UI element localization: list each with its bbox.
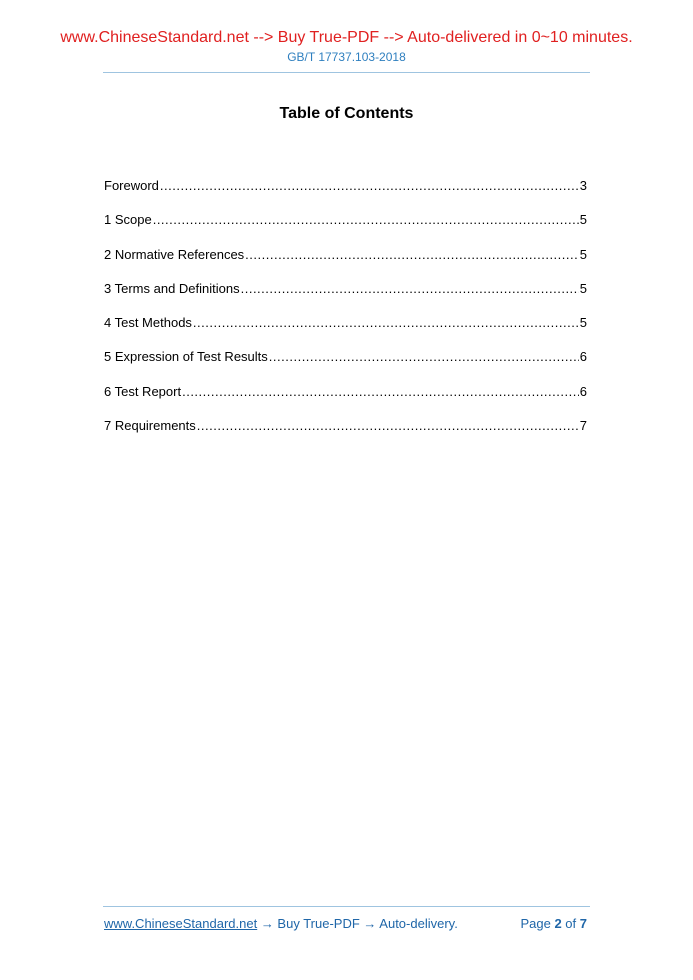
toc-entry-label: 3 Terms and Definitions xyxy=(104,280,240,296)
toc-entry-label: 2 Normative References xyxy=(104,246,245,262)
document-id: GB/T 17737.103-2018 xyxy=(287,50,406,64)
page-footer xyxy=(104,916,587,932)
toc-entry-label: 1 Scope xyxy=(104,212,152,228)
footer-promo-text: → Buy True-PDF → Auto-delivery. xyxy=(257,916,458,931)
dot-leader xyxy=(197,418,579,434)
toc-entry-normative-references[interactable] xyxy=(104,247,587,281)
toc-entry-page: 3 xyxy=(579,178,587,193)
promo-banner[interactable]: www.ChineseStandard.net --> Buy True-PDF --> Auto-delivered in 0~10 minutes. xyxy=(60,29,633,46)
footer-site-link[interactable]: www.ChineseStandard.net xyxy=(104,916,258,931)
toc-entry-page: 5 xyxy=(579,315,587,331)
toc-entry-scope[interactable] xyxy=(104,212,587,246)
toc-entry-page: 5 xyxy=(579,280,587,296)
dot-leader xyxy=(241,281,579,297)
toc-entry-terms-definitions[interactable] xyxy=(104,281,587,315)
page-indicator xyxy=(520,916,587,932)
toc-list xyxy=(104,178,587,452)
footer-divider xyxy=(103,906,590,907)
dot-leader xyxy=(269,349,579,365)
toc-entry-label: Foreword xyxy=(104,178,159,193)
page-word: Page xyxy=(520,916,551,931)
toc-entry-label: 4 Test Methods xyxy=(104,315,192,331)
current-page-number: 2 xyxy=(554,916,562,931)
dot-leader xyxy=(153,212,579,228)
dot-leader xyxy=(182,384,579,400)
toc-entry-page: 5 xyxy=(579,212,587,228)
dot-leader xyxy=(160,178,579,194)
of-word: of xyxy=(565,916,577,931)
toc-entry-foreword[interactable] xyxy=(104,178,587,212)
toc-entry-page: 6 xyxy=(579,383,587,399)
toc-entry-test-report[interactable] xyxy=(104,384,587,418)
toc-entry-requirements[interactable] xyxy=(104,418,587,452)
toc-entry-page: 6 xyxy=(579,349,587,365)
header-divider xyxy=(103,72,590,73)
toc-entry-label: 6 Test Report xyxy=(104,383,182,399)
toc-entry-expression-results[interactable] xyxy=(104,349,587,383)
footer-promo xyxy=(104,916,458,932)
toc-entry-label: 5 Expression of Test Results xyxy=(104,349,268,365)
toc-entry-page: 5 xyxy=(579,246,587,262)
total-pages-number: 7 xyxy=(579,916,587,931)
dot-leader xyxy=(245,247,579,263)
dot-leader xyxy=(193,315,579,331)
page-title: Table of Contents xyxy=(279,105,414,122)
toc-entry-label: 7 Requirements xyxy=(104,418,196,434)
toc-entry-test-methods[interactable] xyxy=(104,315,587,349)
toc-entry-page: 7 xyxy=(579,418,587,434)
